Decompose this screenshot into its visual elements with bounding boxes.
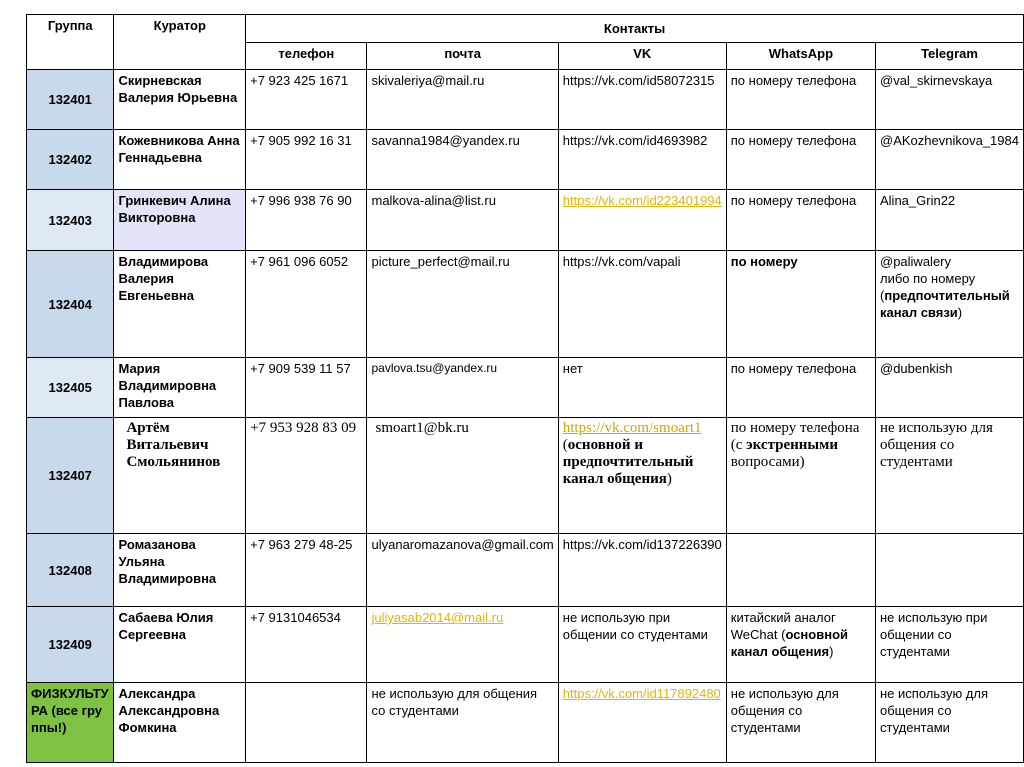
vk-link[interactable]: https://vk.com/id223401994 bbox=[562, 193, 722, 208]
group-cell: 132402 bbox=[27, 130, 114, 190]
header-vk: VK bbox=[558, 43, 726, 70]
group-cell: ФИЗКУЛЬТУРА (все группы!) bbox=[27, 683, 114, 763]
group-cell: 132401 bbox=[27, 70, 114, 130]
whatsapp-cell bbox=[726, 534, 875, 607]
header-row bbox=[27, 15, 1024, 43]
whatsapp-cell bbox=[726, 607, 875, 683]
whatsapp-tail: вопросами) bbox=[730, 454, 805, 470]
email-cell[interactable]: smoart1@bk.ru bbox=[367, 418, 558, 534]
whatsapp-cell: по номеру телефона bbox=[726, 70, 875, 130]
table-row bbox=[27, 251, 1024, 358]
phone-cell: +7 961 096 6052 bbox=[246, 251, 367, 358]
table-row bbox=[27, 358, 1024, 418]
curator-cell: Ромазанова Ульяна Владимировна bbox=[114, 534, 246, 607]
email-cell[interactable]: pavlova.tsu@yandex.ru bbox=[367, 358, 558, 418]
telegram-preferred bbox=[880, 287, 1019, 321]
telegram-cell: @val_skirnevskaya bbox=[876, 70, 1024, 130]
vk-cell[interactable]: https://vk.com/vapali bbox=[558, 251, 726, 358]
group-cell: 132407 bbox=[27, 418, 114, 534]
telegram-cell: не использую для общения со студентами bbox=[876, 683, 1024, 763]
whatsapp-tail: ) bbox=[829, 644, 834, 659]
whatsapp-cell: по номеру телефона bbox=[726, 130, 875, 190]
table-row bbox=[27, 70, 1024, 130]
header-email: почта bbox=[367, 43, 558, 70]
vk-cell[interactable]: https://vk.com/id58072315 bbox=[558, 70, 726, 130]
telegram-cell: @AKozhevnikova_1984 bbox=[876, 130, 1024, 190]
whatsapp-text: по номеру телефона (с bbox=[730, 420, 860, 453]
table-row bbox=[27, 130, 1024, 190]
group-cell: 132403 bbox=[27, 190, 114, 251]
telegram-cell bbox=[876, 534, 1024, 607]
vk-paren-close: ) bbox=[666, 471, 672, 487]
curator-cell: Скирневская Валерия Юрьевна bbox=[114, 70, 246, 130]
whatsapp-cell: по номеру телефона bbox=[726, 358, 875, 418]
preferred-text: предпочтительный канал связи bbox=[880, 288, 1010, 320]
phone-cell: +7 996 938 76 90 bbox=[246, 190, 367, 251]
telegram-cell: @dubenkish bbox=[876, 358, 1024, 418]
table-row bbox=[27, 190, 1024, 251]
group-cell: 132404 bbox=[27, 251, 114, 358]
email-cell: не использую для общения со студентами bbox=[367, 683, 558, 763]
vk-preferred: основной и предпочтительный канал общения bbox=[562, 437, 694, 487]
vk-link[interactable]: https://vk.com/smoart1 bbox=[562, 420, 702, 436]
telegram-cell: Alina_Grin22 bbox=[876, 190, 1024, 251]
whatsapp-main: основной канал общения bbox=[730, 627, 849, 659]
vk-cell[interactable] bbox=[558, 418, 726, 534]
vk-cell[interactable] bbox=[558, 683, 726, 763]
group-cell: 132408 bbox=[27, 534, 114, 607]
curator-cell: Гринкевич Алина Викторовна bbox=[114, 190, 246, 251]
email-cell[interactable]: skivaleriya@mail.ru bbox=[367, 70, 558, 130]
email-cell[interactable]: savanna1984@yandex.ru bbox=[367, 130, 558, 190]
paren-open: ( bbox=[880, 288, 885, 303]
whatsapp-cell: не использую для общения со студентами bbox=[726, 683, 875, 763]
email-link[interactable]: juliyasab2014@mail.ru bbox=[371, 610, 504, 625]
vk-cell[interactable]: https://vk.com/id137226390 bbox=[558, 534, 726, 607]
whatsapp-emergency: экстренными bbox=[746, 437, 838, 453]
header-curator: Куратор bbox=[114, 15, 246, 70]
curator-cell: Александра Александровна Фомкина bbox=[114, 683, 246, 763]
phone-cell: +7 905 992 16 31 bbox=[246, 130, 367, 190]
table-row bbox=[27, 683, 1024, 763]
group-cell: 132405 bbox=[27, 358, 114, 418]
curator-cell: Владимирова Валерия Евгеньевна bbox=[114, 251, 246, 358]
header-telegram: Telegram bbox=[876, 43, 1024, 70]
vk-cell: нет bbox=[558, 358, 726, 418]
telegram-cell: не использую при общении со студентами bbox=[876, 607, 1024, 683]
header-group: Группа bbox=[27, 15, 114, 70]
vk-paren-open: ( bbox=[562, 437, 568, 453]
header-contacts: Контакты bbox=[246, 15, 1024, 43]
telegram-handle: @paliwalery bbox=[880, 254, 951, 269]
email-cell[interactable]: malkova-alina@list.ru bbox=[367, 190, 558, 251]
vk-cell[interactable] bbox=[558, 190, 726, 251]
email-cell[interactable]: picture_perfect@mail.ru bbox=[367, 251, 558, 358]
header-whatsapp: WhatsApp bbox=[726, 43, 875, 70]
phone-cell: +7 9131046534 bbox=[246, 607, 367, 683]
whatsapp-cell: по номеру телефона bbox=[726, 190, 875, 251]
curator-cell: Мария Владимировна Павлова bbox=[114, 358, 246, 418]
table-row bbox=[27, 418, 1024, 534]
curator-cell: Сабаева Юлия Сергеевна bbox=[114, 607, 246, 683]
email-cell[interactable] bbox=[367, 607, 558, 683]
contacts-table bbox=[26, 14, 1024, 763]
vk-cell: не использую при общении со студентами bbox=[558, 607, 726, 683]
whatsapp-cell bbox=[726, 418, 875, 534]
telegram-note: либо по номеру bbox=[880, 271, 976, 286]
telegram-cell: не использую для общения со студентами bbox=[876, 418, 1024, 534]
phone-cell: +7 963 279 48-25 bbox=[246, 534, 367, 607]
whatsapp-text: китайский аналог WeChat ( bbox=[730, 610, 836, 642]
header-phone: телефон bbox=[246, 43, 367, 70]
phone-cell: +7 909 539 11 57 bbox=[246, 358, 367, 418]
table-row bbox=[27, 607, 1024, 683]
table-row bbox=[27, 534, 1024, 607]
vk-cell[interactable]: https://vk.com/id4693982 bbox=[558, 130, 726, 190]
whatsapp-cell: по номеру bbox=[726, 251, 875, 358]
group-cell: 132409 bbox=[27, 607, 114, 683]
paren-close: ) bbox=[957, 305, 963, 320]
telegram-cell bbox=[876, 251, 1024, 358]
email-cell[interactable]: ulyanaromazanova@gmail.com bbox=[367, 534, 558, 607]
curator-cell: Кожевникова Анна Геннадьевна bbox=[114, 130, 246, 190]
vk-link[interactable]: https://vk.com/id117892480 bbox=[562, 686, 721, 701]
phone-cell: +7 923 425 1671 bbox=[246, 70, 367, 130]
phone-cell bbox=[246, 683, 367, 763]
curator-cell: Артём Витальевич Смольянинов bbox=[114, 418, 246, 534]
phone-cell: +7 953 928 83 09 bbox=[246, 418, 367, 534]
